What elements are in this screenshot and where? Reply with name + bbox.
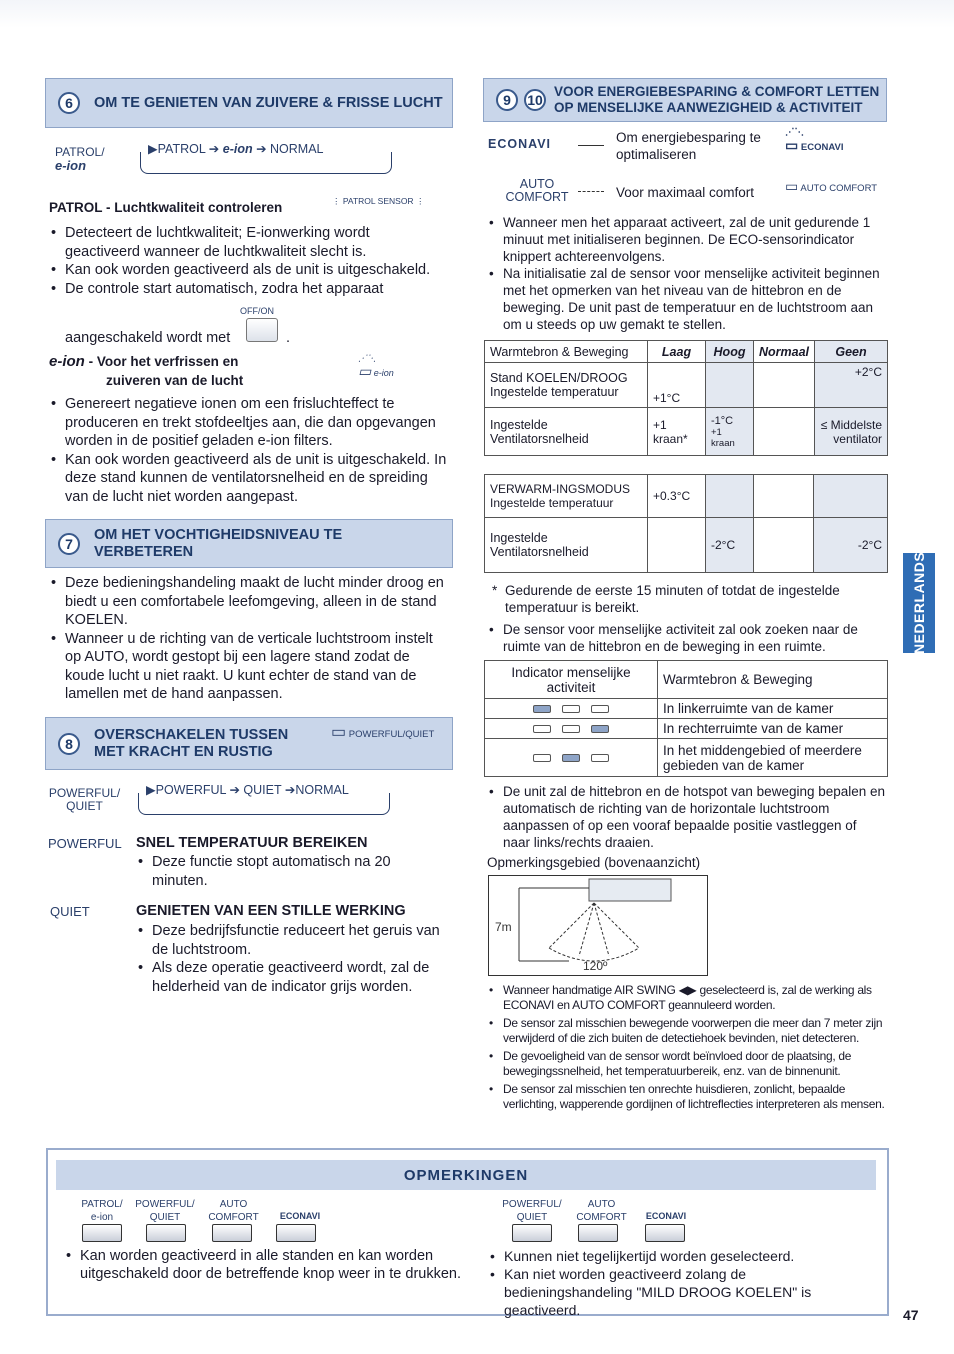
note-button-label: AUTO COMFORT — [576, 1199, 627, 1223]
econavi-button[interactable] — [645, 1224, 685, 1242]
notes-left-text: • Kan worden geactiveerd in alle standen en kan worden uitgeschakeld door de betreffende knop weer in te drukken. — [62, 1247, 462, 1283]
section-7-bullets: • Deze bedieningshandeling maakt de lucht minder droog en biedt u een comfortabele leefomgeving, alleen in de stand KOELEN. • Wanneer u de richting van de verticale luchtstroom instelt op AUTO, wordt gestopt bij een lagere stand zodat de koude lucht u niet raakt. U kunt echter de stand van de lamellen met de hand aanpassen. — [47, 574, 452, 704]
note-button-label: POWERFUL/ QUIET — [502, 1199, 562, 1223]
sensor-notes: • Wanneer handmatige AIR SWING ◀▶ geselecteerd is, zal de werking als ECONAVI en AUTO COMFORT geannuleerd worden. • De sensor zal misschien bewegende voorwerpen die meer dan 7 meter zijn verwijderd of die zich buiten de detectiehoek bevinden, niet detecteren. • De gevoeligheid van de sensor wordt beïnvloed door de plaatsing, de bewegingssnelheid, het temperatuurbereik, enz. van de binnenunit. • De sensor zal misschien ten onrechte huisdieren, zonlicht, bepaalde verlichting, wapperende gordijnen of lichtreflecties interpreteren als mensen. — [485, 983, 887, 1112]
powerful-quiet-button[interactable] — [146, 1224, 186, 1242]
quiet-heading: GENIETEN VAN EEN STILLE WERKING — [136, 903, 406, 919]
auto-comfort-label: AUTO COMFORT — [505, 177, 569, 204]
section-9-10-header — [483, 78, 887, 122]
indicator-rays-icon: ⋮ — [332, 196, 341, 206]
language-tab: NEDERLANDS — [903, 553, 935, 653]
table-header: Normaal — [754, 341, 815, 363]
footnote: * Gedurende de eerste 15 minuten of totdat de ingestelde temperatuur is bereikt. — [492, 583, 840, 615]
table-row-label: Ingestelde Ventilatorsnelheid — [485, 408, 648, 456]
section-number: 7 — [58, 533, 80, 555]
sensor-bullet: • De sensor voor menselijke activiteit zal ook zoeken naar de ruimte van de hittebron en de beweging in een ruimte. — [485, 621, 885, 655]
powerful-label: POWERFUL — [48, 836, 122, 851]
range-caption: Opmerkingsgebied (bovenaanzicht) — [487, 855, 701, 870]
note-button-label: PATROL/ e-ion — [81, 1199, 123, 1223]
table-header: Indicator menselijke activiteit — [485, 661, 658, 699]
table-row-label: VERWARM-INGSMODUS Ingestelde temperatuur — [485, 475, 648, 518]
notes-right-text: • Kunnen niet tegelijkertijd worden geselecteerd. • Kan niet worden geactiveerd zolang de bedieningshandeling "MILD DROOG KOELEN" is geactiveerd. — [486, 1247, 876, 1319]
activity-indicator-table: Indicator menselijke activiteit Warmtebron & Beweging In linkerruimte van de kamer In rechterruimte van de kamer In het middengebied of meerdere gebieden van de kamer — [484, 660, 888, 777]
indicator-right-icon — [591, 725, 609, 733]
indicator-rays-icon: ⋰⋱ — [358, 353, 376, 363]
auto-comfort-indicator: ▭ AUTO COMFORT — [785, 178, 878, 194]
section-title: OM HET VOCHTIGHEIDSNIVEAU TE VERBETEREN — [94, 526, 343, 560]
table-row-label: Stand KOELEN/DROOG Ingestelde temperatuur — [485, 363, 648, 408]
table-header: Warmtebron & Beweging — [658, 661, 888, 699]
powerful-quiet-indicator: ▭ POWERFUL/QUIET — [331, 724, 435, 741]
patrol-heading: PATROL - Luchtkwaliteit controleren — [49, 200, 283, 215]
section-title: VOOR ENERGIEBESPARING & COMFORT LETTEN OP MENSELIJKE AANWEZIGHEID & ACTIVITEIT — [554, 84, 880, 115]
auto-text: Voor maximaal comfort — [616, 185, 755, 200]
table-header: Warmtebron & Beweging — [485, 341, 648, 363]
detection-range-diagram: 7m 120º — [488, 875, 708, 976]
notes-title: OPMERKINGEN — [56, 1160, 876, 1190]
table-header: Hoog — [706, 341, 754, 363]
indicator-left-icon — [533, 705, 551, 713]
section-9-10-bullets: • Wanneer men het apparaat activeert, zal de unit gedurende 1 minuut met initialiseren beginnen. De ECO-sensorindicator knippert achtereenvolgens. • Na initialisatie zal de sensor voor menselijke activiteit beginnen met het opmerken van het niveau van de hittebron en de beweging. De unit past de temperatuur en de luchtstroom aan om u steeds op uw gemakt te stellen. — [485, 214, 885, 333]
section-6-header — [45, 78, 453, 128]
indicator-rays-icon: ⋰⋱ — [785, 127, 804, 138]
section-number: 6 — [58, 92, 80, 114]
mode-cycle: ▶POWERFUL ➔ QUIET ➔NORMAL — [146, 783, 349, 797]
off-on-button[interactable] — [246, 318, 278, 342]
auto-comfort-button[interactable] — [212, 1224, 252, 1242]
patrol-bullets: • Detecteert de luchtkwaliteit; E-ionwerking wordt geactiveerd wanneer de luchtkwaliteit slecht is. • Kan ook worden geactiveerd als de unit is uitgeschakeld. • De controle start automatisch, zodra het apparaat — [47, 224, 447, 298]
section-8-header — [45, 717, 453, 770]
econavi-logo: ECONAVI — [488, 137, 552, 151]
note-button-label: AUTO COMFORT — [208, 1199, 259, 1223]
econavi-connector — [578, 145, 604, 146]
cooling-table: Warmtebron & Beweging Laag Hoog Normaal Geen Stand KOELEN/DROOG Ingestelde temperatuur +1°C +2°C Ingestelde Ventilatorsnelheid +1 kraan* -1°C +1 kraan ≤ Middelste ventilator — [484, 340, 888, 456]
heating-table: VERWARM-INGSMODUS Ingestelde temperatuur +0.3°C Ingestelde Ventilatorsnelheid -2°C -2°C — [484, 474, 888, 573]
econavi-button[interactable] — [276, 1224, 316, 1242]
note-button-label: POWERFUL/ QUIET — [135, 1199, 195, 1223]
powerful-heading: SNEL TEMPERATUUR BEREIKEN — [136, 835, 368, 851]
econavi-text: Om energiebesparing te optimaliseren — [616, 130, 761, 162]
section-number: 8 — [58, 733, 80, 755]
page-number: 47 — [903, 1307, 919, 1323]
quiet-bullets: • Deze bedrijfsfunctie reduceert het geruis van de luchtstroom. • Als deze operatie geactiveerd wordt, zal de helderheid van de indicator grijs worden. — [134, 922, 452, 996]
table-header: Geen — [815, 341, 888, 363]
section-title: OVERSCHAKELEN TUSSEN MET KRACHT EN RUSTIG — [94, 726, 289, 760]
switched-on-text: aangeschakeld wordt met — [65, 330, 231, 346]
table-header: Laag — [648, 341, 706, 363]
patrol-sensor-indicator: ⋮ PATROL SENSOR ⋮ — [332, 196, 425, 206]
patrol-eion-button[interactable] — [82, 1224, 122, 1242]
auto-connector — [578, 191, 604, 192]
powerful-bullets: • Deze functie stopt automatisch na 20 minuten. — [134, 853, 424, 890]
section-number-9: 9 — [496, 89, 518, 111]
section-7-header — [45, 519, 453, 568]
section-title: OM TE GENIETEN VAN ZUIVERE & FRISSE LUCHT — [94, 94, 443, 111]
section-number-10: 10 — [524, 89, 546, 111]
top-band — [0, 0, 954, 28]
eion-bullets: • Genereert negatieve ionen om een frisluchteffect te produceren en trekt stofdeeltjes aan, die dan opgevangen worden in de positief geladen e-ion filters. • Kan ook worden geactiveerd als de unit is uitgeschakeld. In deze stand kunnen de ventilatorsnelheid en de spreiding van de lucht niet worden aangepast. — [47, 395, 452, 506]
auto-comfort-button[interactable] — [578, 1224, 618, 1242]
note-button-label: ECONAVI — [645, 1211, 687, 1221]
hotspot-bullet: • De unit zal de hittebron en de hotspot van beweging bepalen en automatisch de richting van de horizontale luchtstroom aanpassen of op een vooraf bepaalde positie vastleggen of naar links/rechts draaien. — [485, 783, 887, 851]
note-button-label: ECONAVI — [279, 1211, 321, 1221]
powerful-quiet-button-label: POWERFUL/ QUIET — [48, 786, 121, 813]
eion-indicator: ⋰⋱ ▭ e-ion — [358, 353, 394, 379]
off-on-label: OFF/ON — [240, 306, 274, 316]
mode-cycle: ▶PATROL ➔ e-ion ➔ NORMAL — [148, 142, 324, 156]
econavi-indicator: ⋰⋱ ▭ ECONAVI — [785, 127, 844, 153]
eion-heading: e-ion - Voor het verfrissen en zuiveren van de lucht — [49, 353, 244, 388]
table-row-label: Ingestelde Ventilatorsnelheid — [485, 518, 648, 573]
indicator-middle-icon — [562, 754, 580, 762]
quiet-label: QUIET — [50, 904, 90, 919]
patrol-eion-button-label: PATROL/ e-ion — [55, 145, 105, 173]
powerful-quiet-button[interactable] — [512, 1224, 552, 1242]
